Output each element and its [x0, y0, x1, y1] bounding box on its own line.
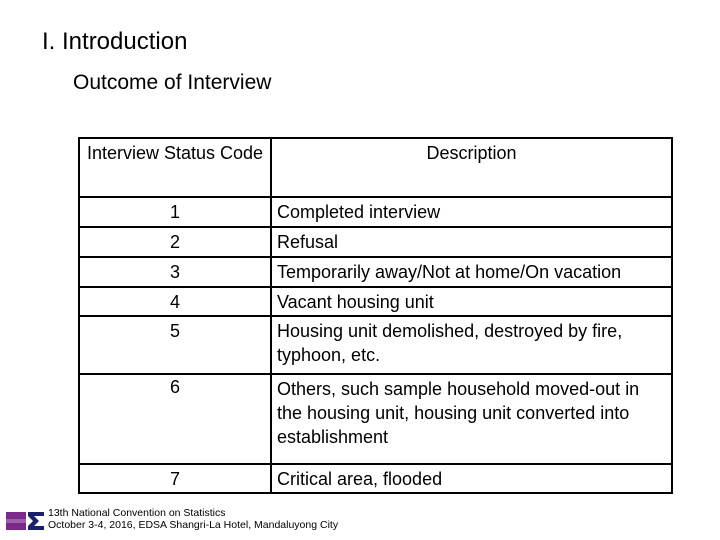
header-description: Description: [271, 138, 672, 197]
footer-convention: 13th National Convention on Statistics: [48, 507, 226, 519]
slide-heading: I. Introduction: [42, 28, 188, 55]
status-code: 6: [79, 374, 271, 464]
table-row: [79, 464, 672, 493]
table-row: [79, 227, 672, 257]
status-description: Temporarily away/Not at home/On vacation: [271, 257, 672, 287]
footer: [48, 507, 338, 531]
table-row: [79, 316, 672, 374]
ncs-logo: [6, 510, 46, 532]
table-row: [79, 287, 672, 316]
table-row: [79, 257, 672, 287]
status-code: 5: [79, 316, 271, 374]
footer-venue: October 3-4, 2016, EDSA Shangri-La Hotel, Mandaluyong City: [48, 519, 339, 531]
header-status-code: Interview Status Code: [79, 138, 271, 197]
table-row: [79, 374, 672, 464]
table-header-row: [79, 138, 672, 197]
status-code: 4: [79, 287, 271, 316]
status-code: 7: [79, 464, 271, 493]
status-description: Refusal: [271, 227, 672, 257]
status-description: Others, such sample household moved-out in the housing unit, housing unit converted into establishment: [271, 374, 672, 464]
status-description: Critical area, flooded: [271, 464, 672, 493]
status-description: Completed interview: [271, 197, 672, 227]
slide-subheading: Outcome of Interview: [73, 71, 272, 94]
status-description: Vacant housing unit: [271, 287, 672, 316]
table-row: [79, 197, 672, 227]
status-code: 2: [79, 227, 271, 257]
interview-status-table: [78, 137, 673, 494]
status-description: Housing unit demolished, destroyed by fire, typhoon, etc.: [271, 316, 672, 374]
status-code: 1: [79, 197, 271, 227]
status-code: 3: [79, 257, 271, 287]
